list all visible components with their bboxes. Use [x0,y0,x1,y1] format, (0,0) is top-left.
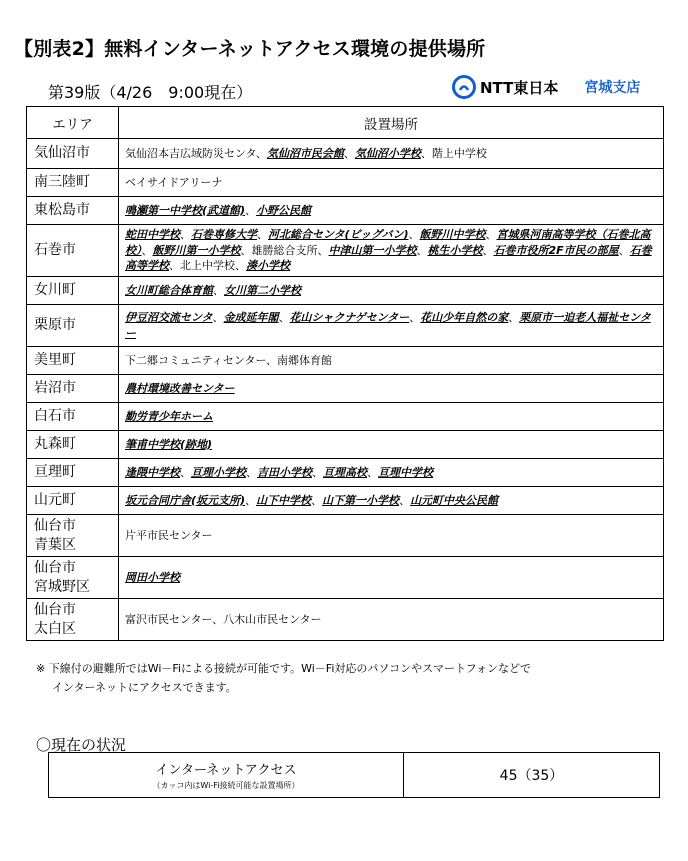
edition-label: 第39版（4/26 9:00現在） [48,83,253,102]
site-name-wifi: 山下中学校 [256,493,312,507]
wifi-note [36,659,531,697]
site-name: 気仙沼本吉広域防災センタ [125,146,256,160]
site-name-wifi: 岡田小学校 [125,570,180,584]
site-name-wifi: 気仙沼市民会館 [266,146,344,160]
table-row [27,459,664,487]
area-cell: 美里町 [27,347,119,375]
sites-cell: 坂元合同庁舎(坂元支所)、山下中学校、山下第一小学校、山元町中央公民館 [119,487,664,515]
site-name-wifi: 女川町総合体育館 [125,283,213,297]
site-name-wifi: 農村環境改善センター [125,381,235,395]
table-row [27,277,664,305]
site-name-wifi: 石巻市役所2F市民の部屋 [493,243,619,257]
ntt-logo-icon [452,75,476,99]
site-name-wifi: 河北総合センタ(ビッグバン) [268,228,409,242]
table-row [27,225,664,277]
site-name-wifi: 山下第一小学校 [322,493,400,507]
area-cell: 岩沼市 [27,375,119,403]
site-name: 富沢市民センター [125,612,213,626]
table-row [27,139,664,169]
status-table [48,752,660,798]
area-cell: 栗原市 [27,305,119,347]
site-name: 雄勝総合支所 [251,243,318,257]
sites-cell: 鳴瀬第一中学校(武道館)、小野公民館 [119,197,664,225]
sites-cell [119,403,664,431]
area-cell: 白石市 [27,403,119,431]
area-cell: 仙台市 太白区 [27,599,119,641]
site-name-wifi: 花山シャクナゲセンター [289,311,410,324]
site-name-wifi: 女川第二小学校 [224,283,301,297]
status-value: 45（35） [404,753,660,798]
table-row [27,305,664,347]
site-name-wifi: 金成延年閣 [223,311,279,324]
site-name-wifi: 鳴瀬第一中学校(武道館) [125,203,246,217]
table-header-row [27,107,664,139]
sites-cell: 逢隈中学校、亘理小学校、吉田小学校、亘理高校、亘理中学校 [119,459,664,487]
sites-cell: 女川町総合体育館、女川第二小学校 [119,277,664,305]
site-name-wifi: 筆甫中学校(跡地) [125,437,213,451]
site-name: 北上中学校 [180,259,235,273]
area-cell: 東松島市 [27,197,119,225]
site-name-wifi: 逢隈中学校 [125,465,180,479]
table-row [27,515,664,557]
status-label-cell [49,753,404,798]
area-cell: 気仙沼市 [27,139,119,169]
site-name: 八木山市民センター [223,612,322,626]
area-cell: 女川町 [27,277,119,305]
site-name: 片平市民センター [125,528,213,542]
note-line-2: インターネットにアクセスできます。 [52,681,237,694]
site-name: 下二郷コミュニティセンター [125,353,267,367]
area-cell: 丸森町 [27,431,119,459]
site-name-wifi: 蛇田中学校 [125,228,180,242]
site-name-wifi: 吉田小学校 [257,465,312,479]
page-title: 【別表2】無料インターネットアクセス環境の提供場所 [14,38,486,60]
site-name-wifi: 亘理中学校 [378,465,433,479]
site-name-wifi: 勤労青少年ホーム [125,409,213,423]
site-name-wifi: 飯野川第一小学校 [152,243,241,257]
status-heading: 〇現在の状況 [36,736,127,754]
site-name-wifi: 坂元合同庁舎(坂元支所) [125,493,246,507]
table-row [27,599,664,641]
sites-cell: 蛇田中学校、石巻専修大学、河北総合センタ(ビッグバン)、飯野川中学校、宮城県河南高等学校（石巻北高校）、飯野川第一小学校、雄勝総合支所、中津山第一小学校、桃生小学校、石巻市役所2F市民の部屋、石巻高等学校、北上中学校、湊小学校 [119,225,664,277]
table-row [27,169,664,197]
site-name-wifi: 飯野川中学校 [419,228,486,242]
locations-body [27,139,664,641]
site-name-wifi: 亘理小学校 [191,465,246,479]
column-header-area: エリア [27,107,119,139]
site-name-wifi: 花山少年自然の家 [420,311,509,324]
column-header-sites: 設置場所 [119,107,664,139]
site-name-wifi: 湊小学校 [246,259,290,273]
site-name-wifi: 小野公民館 [256,203,312,217]
site-name: 南郷体育館 [277,353,333,367]
area-cell: 山元町 [27,487,119,515]
site-name-wifi: 中津山第一小学校 [328,243,417,257]
site-name-wifi: 伊豆沼交流センタ [125,311,213,324]
sites-cell: 富沢市民センター、八木山市民センター [119,599,664,641]
table-row [27,375,664,403]
site-name-wifi: 石巻専修大学 [191,228,257,242]
table-row [27,347,664,375]
sites-cell [119,515,664,557]
site-name-wifi: 亘理高校 [323,465,367,479]
area-cell: 石巻市 [27,225,119,277]
site-name-wifi: 石巻高等学校 [125,243,652,273]
area-cell: 亘理町 [27,459,119,487]
site-name: ベイサイドアリーナ [125,175,223,189]
area-cell: 南三陸町 [27,169,119,197]
sites-cell: 気仙沼本吉広域防災センタ、気仙沼市民会館、気仙沼小学校、階上中学校 [119,139,664,169]
sites-cell [119,431,664,459]
logo-brand: NTT東日本 [480,78,559,97]
locations-table [26,106,664,641]
site-name-wifi: 栗原市一迫老人福祉センター [125,311,651,340]
status-sublabel: （カッコ内はWi-Fi接続可能な設置場所） [152,781,300,790]
site-name-wifi: 山元町中央公民館 [410,493,499,507]
sites-cell: 下二郷コミュニティセンター、南郷体育館 [119,347,664,375]
note-line-1: ※ 下線付の避難所ではWi－Fiによる接続が可能です。Wi－Fi対応のパソコンやスマートフォンなどで [36,662,532,675]
table-row [27,403,664,431]
sites-cell [119,375,664,403]
status-row [49,753,660,798]
status-label: インターネットアクセス [155,763,297,778]
table-row [27,197,664,225]
site-name-wifi: 気仙沼小学校 [354,146,421,160]
table-row [27,487,664,515]
site-name-wifi: 桃生小学校 [427,243,483,257]
ntt-logo [452,74,640,100]
logo-branch: 宮城支店 [584,80,641,96]
area-cell: 仙台市 宮城野区 [27,557,119,599]
area-cell: 仙台市 青葉区 [27,515,119,557]
table-row [27,557,664,599]
sites-cell [119,169,664,197]
sites-cell [119,557,664,599]
table-row [27,431,664,459]
site-name-wifi: 宮城県河南高等学校（石巻北高校） [125,228,651,257]
sites-cell: 伊豆沼交流センタ、金成延年閣、花山シャクナゲセンター、花山少年自然の家、栗原市一迫老人福祉センター [119,305,664,347]
site-name: 階上中学校 [431,146,487,160]
